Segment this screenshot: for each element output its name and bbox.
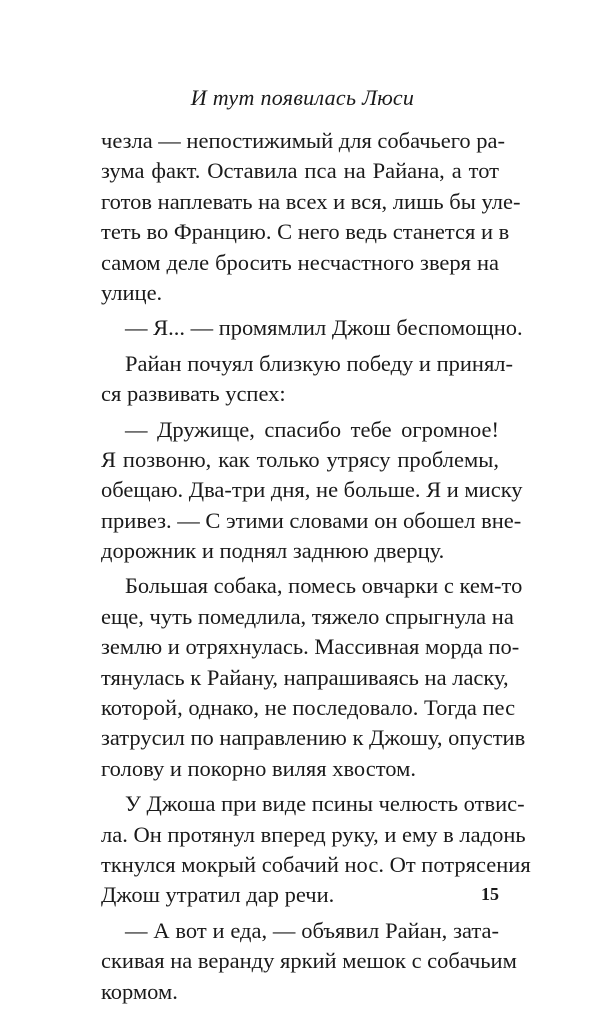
text-line: — Я... — промямлил Джош беспомощно. — [125, 315, 523, 341]
text-line: улице. — [101, 279, 163, 305]
text-line: еще, чуть помедлила, тяжело спрыгнула на — [101, 603, 514, 629]
paragraph — [101, 313, 523, 343]
text-line: чезла — непостижимый для собачьего ра- — [101, 128, 506, 153]
text-line: дорожник и поднял заднюю дверцу. — [101, 538, 445, 564]
text-line: — А вот и еда, — объявил Райан, зата- — [125, 917, 499, 943]
text-line: Джош утратил дар речи. — [101, 882, 335, 908]
text-line: зума факт. Оставила пса на Райана, а тот — [101, 158, 499, 184]
text-line: Я позвоню, как только утрясу проблемы, — [101, 446, 499, 472]
text-line: землю и отряхнулась. Массивная морда по- — [101, 634, 520, 660]
text-line: кормом. — [101, 978, 178, 1004]
paragraph — [101, 349, 514, 410]
text-line: — Дружище, спасибо тебе огромное! — [125, 416, 499, 442]
text-line: привез. — С этими словами он обошел вне- — [101, 507, 522, 533]
paragraph — [101, 571, 526, 784]
text-line: самом деле бросить несчастного зверя на — [101, 249, 499, 275]
running-head: И тут появилась Люси — [190, 85, 415, 110]
text-line: ся развивать успех: — [101, 381, 286, 407]
paragraph — [101, 789, 531, 911]
text-line: У Джоша при виде псины челюсть отвис- — [125, 791, 525, 817]
paragraph — [101, 126, 521, 308]
text-line: скивая на веранду яркий мешок с собачьим — [101, 948, 517, 974]
text-line: Большая собака, помесь овчарки с кем-то — [125, 573, 523, 599]
page-number: 15 — [481, 884, 499, 904]
text-line: ткнулся мокрый собачий нос. От потрясения — [101, 851, 531, 877]
text-line: голову и покорно виляя хвостом. — [101, 755, 416, 781]
text-line: теть во Францию. С него ведь станется и в — [101, 219, 510, 245]
text-line: ла. Он протянул вперед руку, и ему в ладонь — [101, 821, 526, 847]
text-line: готов наплевать на всех и вся, лишь бы уле- — [101, 188, 521, 214]
text-line: которой, однако, не последовало. Тогда пес — [101, 695, 516, 721]
paragraph — [101, 415, 523, 567]
text-line: затрусил по направлению к Джошу, опустив — [101, 725, 526, 751]
text-line: Райан почуял близкую победу и принял- — [125, 350, 514, 376]
text-line: обещаю. Два-три дня, не больше. Я и миску — [101, 477, 523, 503]
body-text — [101, 126, 531, 1012]
text-line: тянулась к Райану, напрашиваясь на ласку, — [101, 664, 509, 690]
paragraph — [101, 916, 517, 1007]
